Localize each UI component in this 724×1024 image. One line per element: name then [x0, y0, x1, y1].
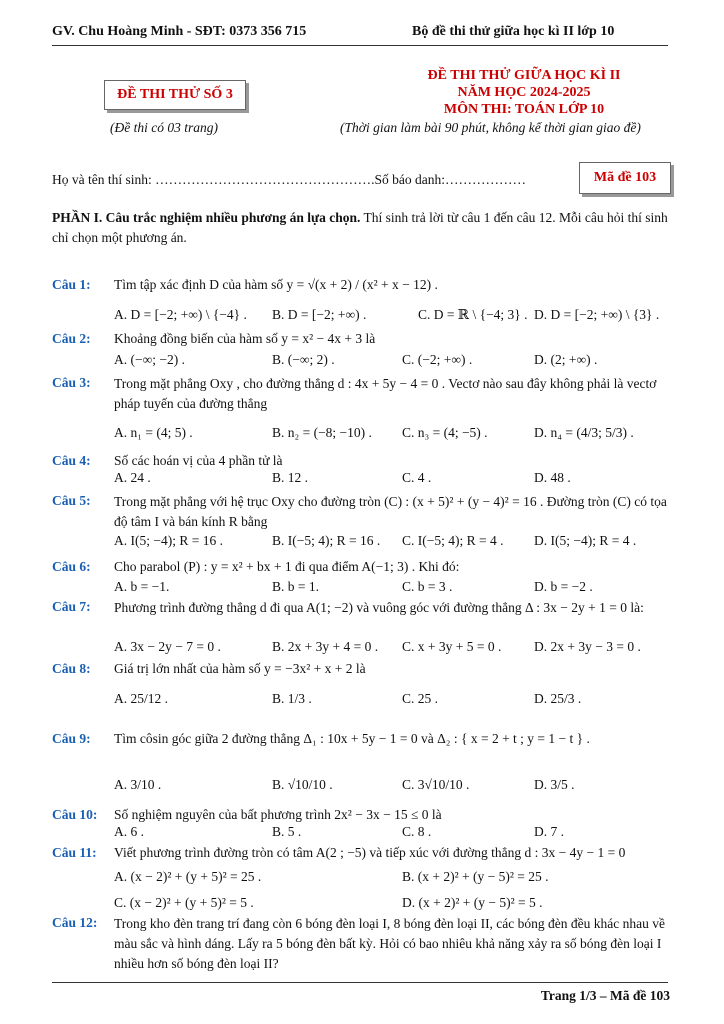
option-c[interactable]: C. (−2; +∞) .	[402, 352, 473, 367]
exam-title-line3: MÔN THI: TOÁN LỚP 10	[443, 102, 605, 117]
option-b[interactable]: B. 5 .	[272, 824, 302, 839]
option-a[interactable]: A. 3x − 2y − 7 = 0 .	[114, 639, 221, 654]
time-note: (Thời gian làm bài 90 phút, không kể thời gian giao đề)	[340, 120, 641, 135]
header-collection: Bộ đề thi thử giữa học kì II lớp 10	[412, 24, 615, 39]
option-c[interactable]: C. 3√10/10 .	[402, 777, 470, 792]
option-row	[114, 868, 674, 886]
exam-title-line2: NĂM HỌC 2024-2025	[457, 85, 591, 100]
part1-title: PHẦN I. Câu trắc nghiệm nhiều phương án lựa chọn.	[52, 210, 361, 225]
question-text: Tìm côsin góc giữa 2 đường thẳng Δ₁ : 10x + 5y − 1 = 0 và Δ₂ : { x = 2 + t ; y = 1 − t } .	[114, 731, 590, 746]
option-c[interactable]: C. (x − 2)² + (y + 5)² = 5 .	[114, 895, 254, 910]
question-text: Viết phương trình đường tròn có tâm A(2 ; −5) và tiếp xúc với đường thẳng d : 3x − 4y − 1 = 0	[114, 845, 626, 860]
option-c[interactable]: C. x + 3y + 5 = 0 .	[402, 639, 502, 654]
option-row	[114, 424, 674, 442]
option-row	[114, 823, 674, 841]
question-text: Khoảng đồng biến của hàm số y = x² − 4x + 3 là	[114, 331, 376, 346]
option-c[interactable]: C. n₃ = (4; −5) .	[402, 425, 488, 440]
question-12	[52, 914, 672, 978]
option-c[interactable]: C. I(−5; 4); R = 4 .	[402, 533, 504, 548]
option-a[interactable]: A. 24 .	[114, 470, 151, 485]
question-9	[52, 730, 672, 800]
question-7	[52, 598, 672, 656]
exam-code-badge: Mã đề 103	[579, 162, 671, 194]
option-a[interactable]: A. 6 .	[114, 824, 144, 839]
option-b[interactable]: B. 12 .	[272, 470, 309, 485]
question-text: Phương trình đường thẳng d đi qua A(1; −2) và vuông góc với đường thẳng Δ : 3x − 2y + 1 = 0 là:	[114, 600, 644, 615]
question-2	[52, 330, 672, 370]
option-c[interactable]: C. b = 3 .	[402, 579, 453, 594]
option-b[interactable]: B. 1/3 .	[272, 691, 312, 706]
option-b[interactable]: B. (−∞; 2) .	[272, 352, 335, 367]
option-a[interactable]: A. b = −1.	[114, 579, 170, 594]
option-row	[114, 532, 674, 550]
part1-heading	[52, 208, 672, 248]
question-11	[52, 844, 672, 910]
question-text: Trong mặt phẳng Oxy , cho đường thẳng d : 4x + 5y − 4 = 0 . Vectơ nào sau đây không phải là vectơ pháp tuyến của đường thẳng	[114, 376, 657, 411]
question-label: Câu 4:	[52, 453, 91, 468]
exam-title-line1: ĐỀ THI THỬ GIỮA HỌC KÌ II	[427, 68, 621, 83]
question-label: Câu 6:	[52, 559, 91, 574]
question-label: Câu 9:	[52, 731, 91, 746]
question-label: Câu 10:	[52, 807, 98, 822]
question-6	[52, 558, 672, 596]
option-b[interactable]: B. √10/10 .	[272, 777, 333, 792]
option-d[interactable]: D. b = −2 .	[534, 579, 593, 594]
student-info-line: Họ và tên thí sinh: ………………………………………….Số báo danh:………………	[52, 172, 526, 187]
option-row	[114, 776, 674, 794]
option-a[interactable]: A. 25/12 .	[114, 691, 168, 706]
option-c[interactable]: C. D = ℝ \ {−4; 3} .	[418, 307, 528, 322]
question-label: Câu 12:	[52, 915, 98, 930]
question-text: Tìm tập xác định D của hàm số y = √(x + 2) / (x² + x − 12) .	[114, 277, 438, 292]
option-row	[114, 469, 674, 487]
header-rule	[52, 45, 668, 46]
header-author: GV. Chu Hoàng Minh - SĐT: 0373 356 715	[52, 24, 307, 39]
option-b[interactable]: B. D = [−2; +∞) .	[272, 307, 367, 322]
option-d[interactable]: D. 2x + 3y − 3 = 0 .	[534, 639, 641, 654]
option-d[interactable]: D. 25/3 .	[534, 691, 582, 706]
option-d[interactable]: D. I(5; −4); R = 4 .	[534, 533, 637, 548]
option-d[interactable]: D. (x + 2)² + (y − 5)² = 5 .	[402, 895, 543, 910]
option-row	[114, 894, 674, 912]
option-a[interactable]: A. 3/10 .	[114, 777, 162, 792]
question-label: Câu 3:	[52, 375, 91, 390]
question-text: Số các hoán vị của 4 phần tử là	[114, 453, 283, 468]
question-text: Trong kho đèn trang trí đang còn 6 bóng đèn loại I, 8 bóng đèn loại II, các bóng đèn đều khác nhau về màu sắc và hình dáng. Lấy ra 5 bóng đèn bất kỳ. Hỏi có bao nhiêu khả năng xảy ra số bóng đèn loại I nhiều hơn số bóng đèn loại II?	[114, 916, 665, 971]
option-a[interactable]: A. (x − 2)² + (y + 5)² = 25 .	[114, 869, 262, 884]
question-4	[52, 452, 672, 488]
question-text: Trong mặt phẳng với hệ trục Oxy cho đường tròn (C) : (x + 5)² + (y − 4)² = 16 . Đường tròn (C) có tọa độ tâm I và bán kính R bằng	[114, 494, 667, 529]
page-footer: Trang 1/3 – Mã đề 103	[540, 988, 670, 1003]
option-a[interactable]: A. n₁ = (4; 5) .	[114, 425, 193, 440]
part1-instructions: Thí sinh trả lời từ câu 1 đến câu 12. Mỗi câu hỏi thí sinh chỉ chọn một phương án.	[52, 210, 668, 245]
option-row	[114, 351, 674, 369]
option-d[interactable]: D. D = [−2; +∞) \ {3} .	[534, 307, 660, 322]
option-b[interactable]: B. b = 1.	[272, 579, 319, 594]
option-row	[114, 690, 674, 708]
option-b[interactable]: B. I(−5; 4); R = 16 .	[272, 533, 381, 548]
question-8	[52, 660, 672, 716]
option-c[interactable]: C. 25 .	[402, 691, 439, 706]
footer-rule	[52, 982, 668, 983]
option-c[interactable]: C. 8 .	[402, 824, 432, 839]
option-b[interactable]: B. 2x + 3y + 4 = 0 .	[272, 639, 379, 654]
option-d[interactable]: D. 3/5 .	[534, 777, 575, 792]
question-label: Câu 8:	[52, 661, 91, 676]
option-d[interactable]: D. (2; +∞) .	[534, 352, 598, 367]
exam-number-badge: ĐỀ THI THỬ SỐ 3	[104, 80, 246, 110]
option-a[interactable]: A. (−∞; −2) .	[114, 352, 185, 367]
question-label: Câu 7:	[52, 599, 91, 614]
question-10	[52, 806, 672, 842]
pages-note: (Đề thi có 03 trang)	[110, 120, 218, 135]
question-label: Câu 1:	[52, 277, 91, 292]
option-b[interactable]: B. n₂ = (−8; −10) .	[272, 425, 372, 440]
question-label: Câu 11:	[52, 845, 97, 860]
option-a[interactable]: A. I(5; −4); R = 16 .	[114, 533, 223, 548]
option-b[interactable]: B. (x + 2)² + (y − 5)² = 25 .	[402, 869, 549, 884]
option-row	[114, 638, 674, 656]
option-d[interactable]: D. 48 .	[534, 470, 571, 485]
question-1	[52, 270, 672, 328]
question-label: Câu 2:	[52, 331, 91, 346]
question-5	[52, 492, 672, 552]
option-d[interactable]: D. n₄ = (4/3; 5/3) .	[534, 425, 634, 440]
question-text: Giá trị lớn nhất của hàm số y = −3x² + x + 2 là	[114, 661, 366, 676]
question-3	[52, 374, 672, 446]
option-row	[114, 578, 674, 596]
option-c[interactable]: C. 4 .	[402, 470, 432, 485]
option-a[interactable]: A. D = [−2; +∞) \ {−4} .	[114, 307, 247, 322]
question-label: Câu 5:	[52, 493, 91, 508]
question-text: Số nghiệm nguyên của bất phương trình 2x² − 3x − 15 ≤ 0 là	[114, 807, 442, 822]
option-row	[114, 306, 674, 324]
question-text: Cho parabol (P) : y = x² + bx + 1 đi qua điểm A(−1; 3) . Khi đó:	[114, 559, 460, 574]
option-d[interactable]: D. 7 .	[534, 824, 564, 839]
